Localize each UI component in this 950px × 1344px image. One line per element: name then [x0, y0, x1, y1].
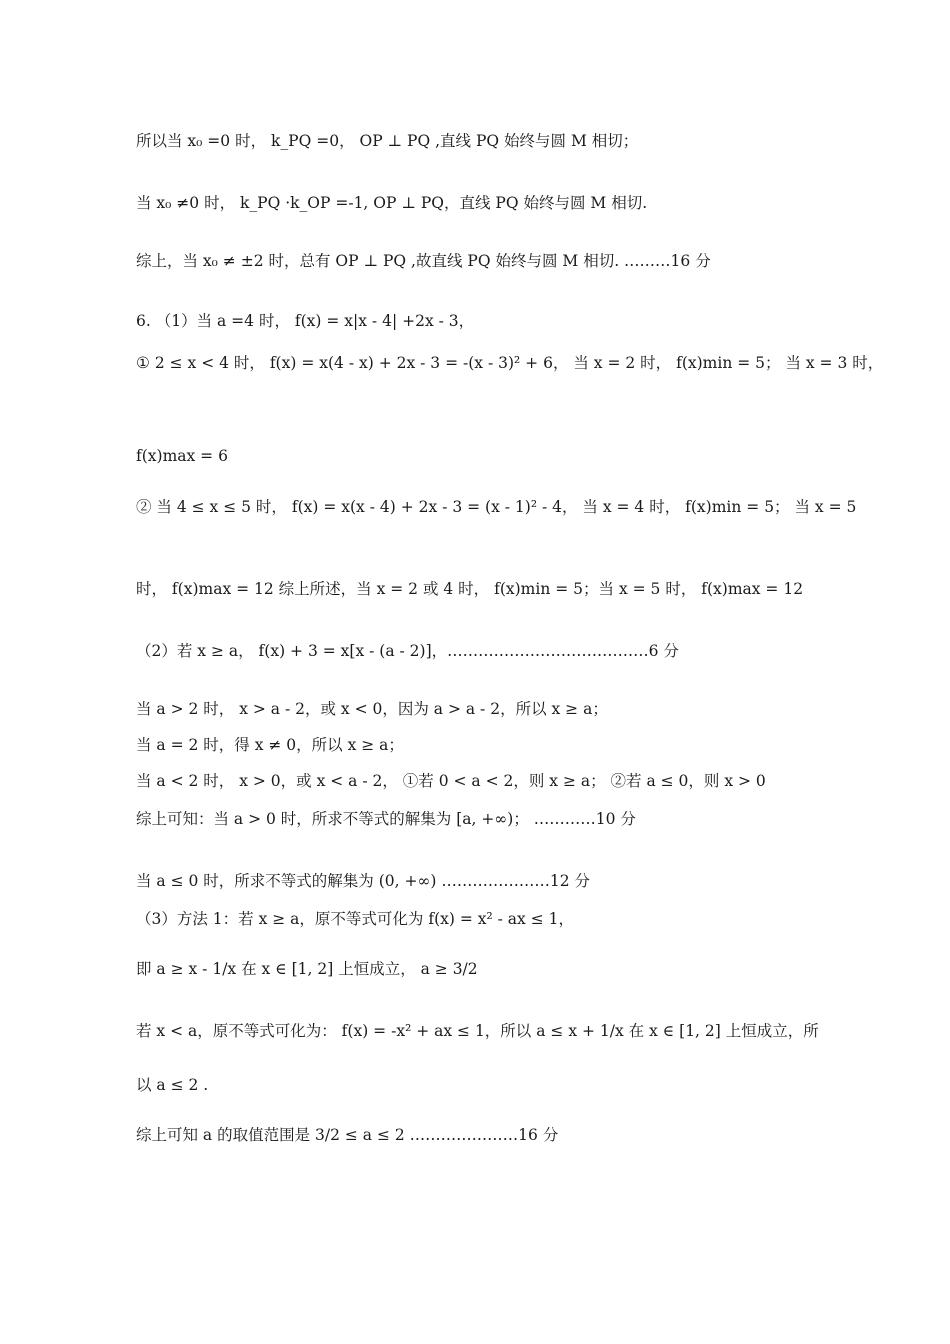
- case-1-line: ① 2 ≤ x < 4 时， f(x) = x(4 - x) + 2x - 3 = -(x - 3)² + 6， 当 x = 2 时， f(x)min = 5； 当 x = 3 时，: [136, 354, 884, 372]
- part-2-summary-a-le-0: 当 a ≤ 0 时，所求不等式的解集为 (0, +∞) …………………12 分: [136, 872, 591, 890]
- part-3-line-3: 以 a ≤ 2 .: [136, 1076, 209, 1094]
- problem-6-heading: 6. （1）当 a =4 时， f(x) = x|x - 4| +2x - 3，: [136, 312, 475, 330]
- case-2-line: ② 当 4 ≤ x ≤ 5 时， f(x) = x(x - 4) + 2x - 3 = (x - 1)² - 4， 当 x = 4 时， f(x)min = 5； 当 x = 5: [136, 498, 857, 516]
- part-2-case-a-lt-2: 当 a < 2 时， x > 0，或 x < a - 2， ①若 0 < a < 2，则 x ≥ a； ②若 a ≤ 0，则 x > 0: [136, 772, 766, 790]
- part-2-case-a-gt-2: 当 a > 2 时， x > a - 2，或 x < 0，因为 a > a - 2，所以 x ≥ a；: [136, 700, 608, 718]
- case-1-max-line: f(x)max = 6: [136, 447, 228, 465]
- case-2-conclusion-line: 时， f(x)max = 12 综上所述，当 x = 2 或 4 时， f(x)min = 5；当 x = 5 时， f(x)max = 12: [136, 580, 804, 598]
- text-line-1: 所以当 x₀ =0 时， k_PQ =0， OP ⊥ PQ ,直线 PQ 始终与圆 M 相切；: [136, 132, 639, 150]
- part-2-summary-a-gt-0: 综上可知：当 a > 0 时，所求不等式的解集为 [a, +∞)； …………10 分: [136, 810, 636, 828]
- text-line-2: 当 x₀ ≠0 时， k_PQ ·k_OP =-1, OP ⊥ PQ，直线 PQ 始终与圆 M 相切.: [136, 194, 648, 212]
- part-3-line-1: 即 a ≥ x - 1/x 在 x ∈ [1, 2] 上恒成立， a ≥ 3/2: [136, 960, 478, 978]
- part-2-case-a-eq-2: 当 a = 2 时，得 x ≠ 0，所以 x ≥ a；: [136, 736, 404, 754]
- part-3-line-2: 若 x < a，原不等式可化为： f(x) = -x² + ax ≤ 1，所以 a ≤ x + 1/x 在 x ∈ [1, 2] 上恒成立，所: [136, 1022, 819, 1040]
- part-3-heading: （3）方法 1：若 x ≥ a，原不等式可化为 f(x) = x² - ax ≤ 1，: [136, 910, 574, 928]
- text-line-3: 综上，当 x₀ ≠ ±2 时，总有 OP ⊥ PQ ,故直线 PQ 始终与圆 M 相切. ………16 分: [136, 252, 711, 270]
- part-2-heading: （2）若 x ≥ a， f(x) + 3 = x[x - (a - 2)]，…………………………………6 分: [136, 642, 679, 660]
- part-3-conclusion: 综上可知 a 的取值范围是 3/2 ≤ a ≤ 2 …………………16 分: [136, 1126, 559, 1144]
